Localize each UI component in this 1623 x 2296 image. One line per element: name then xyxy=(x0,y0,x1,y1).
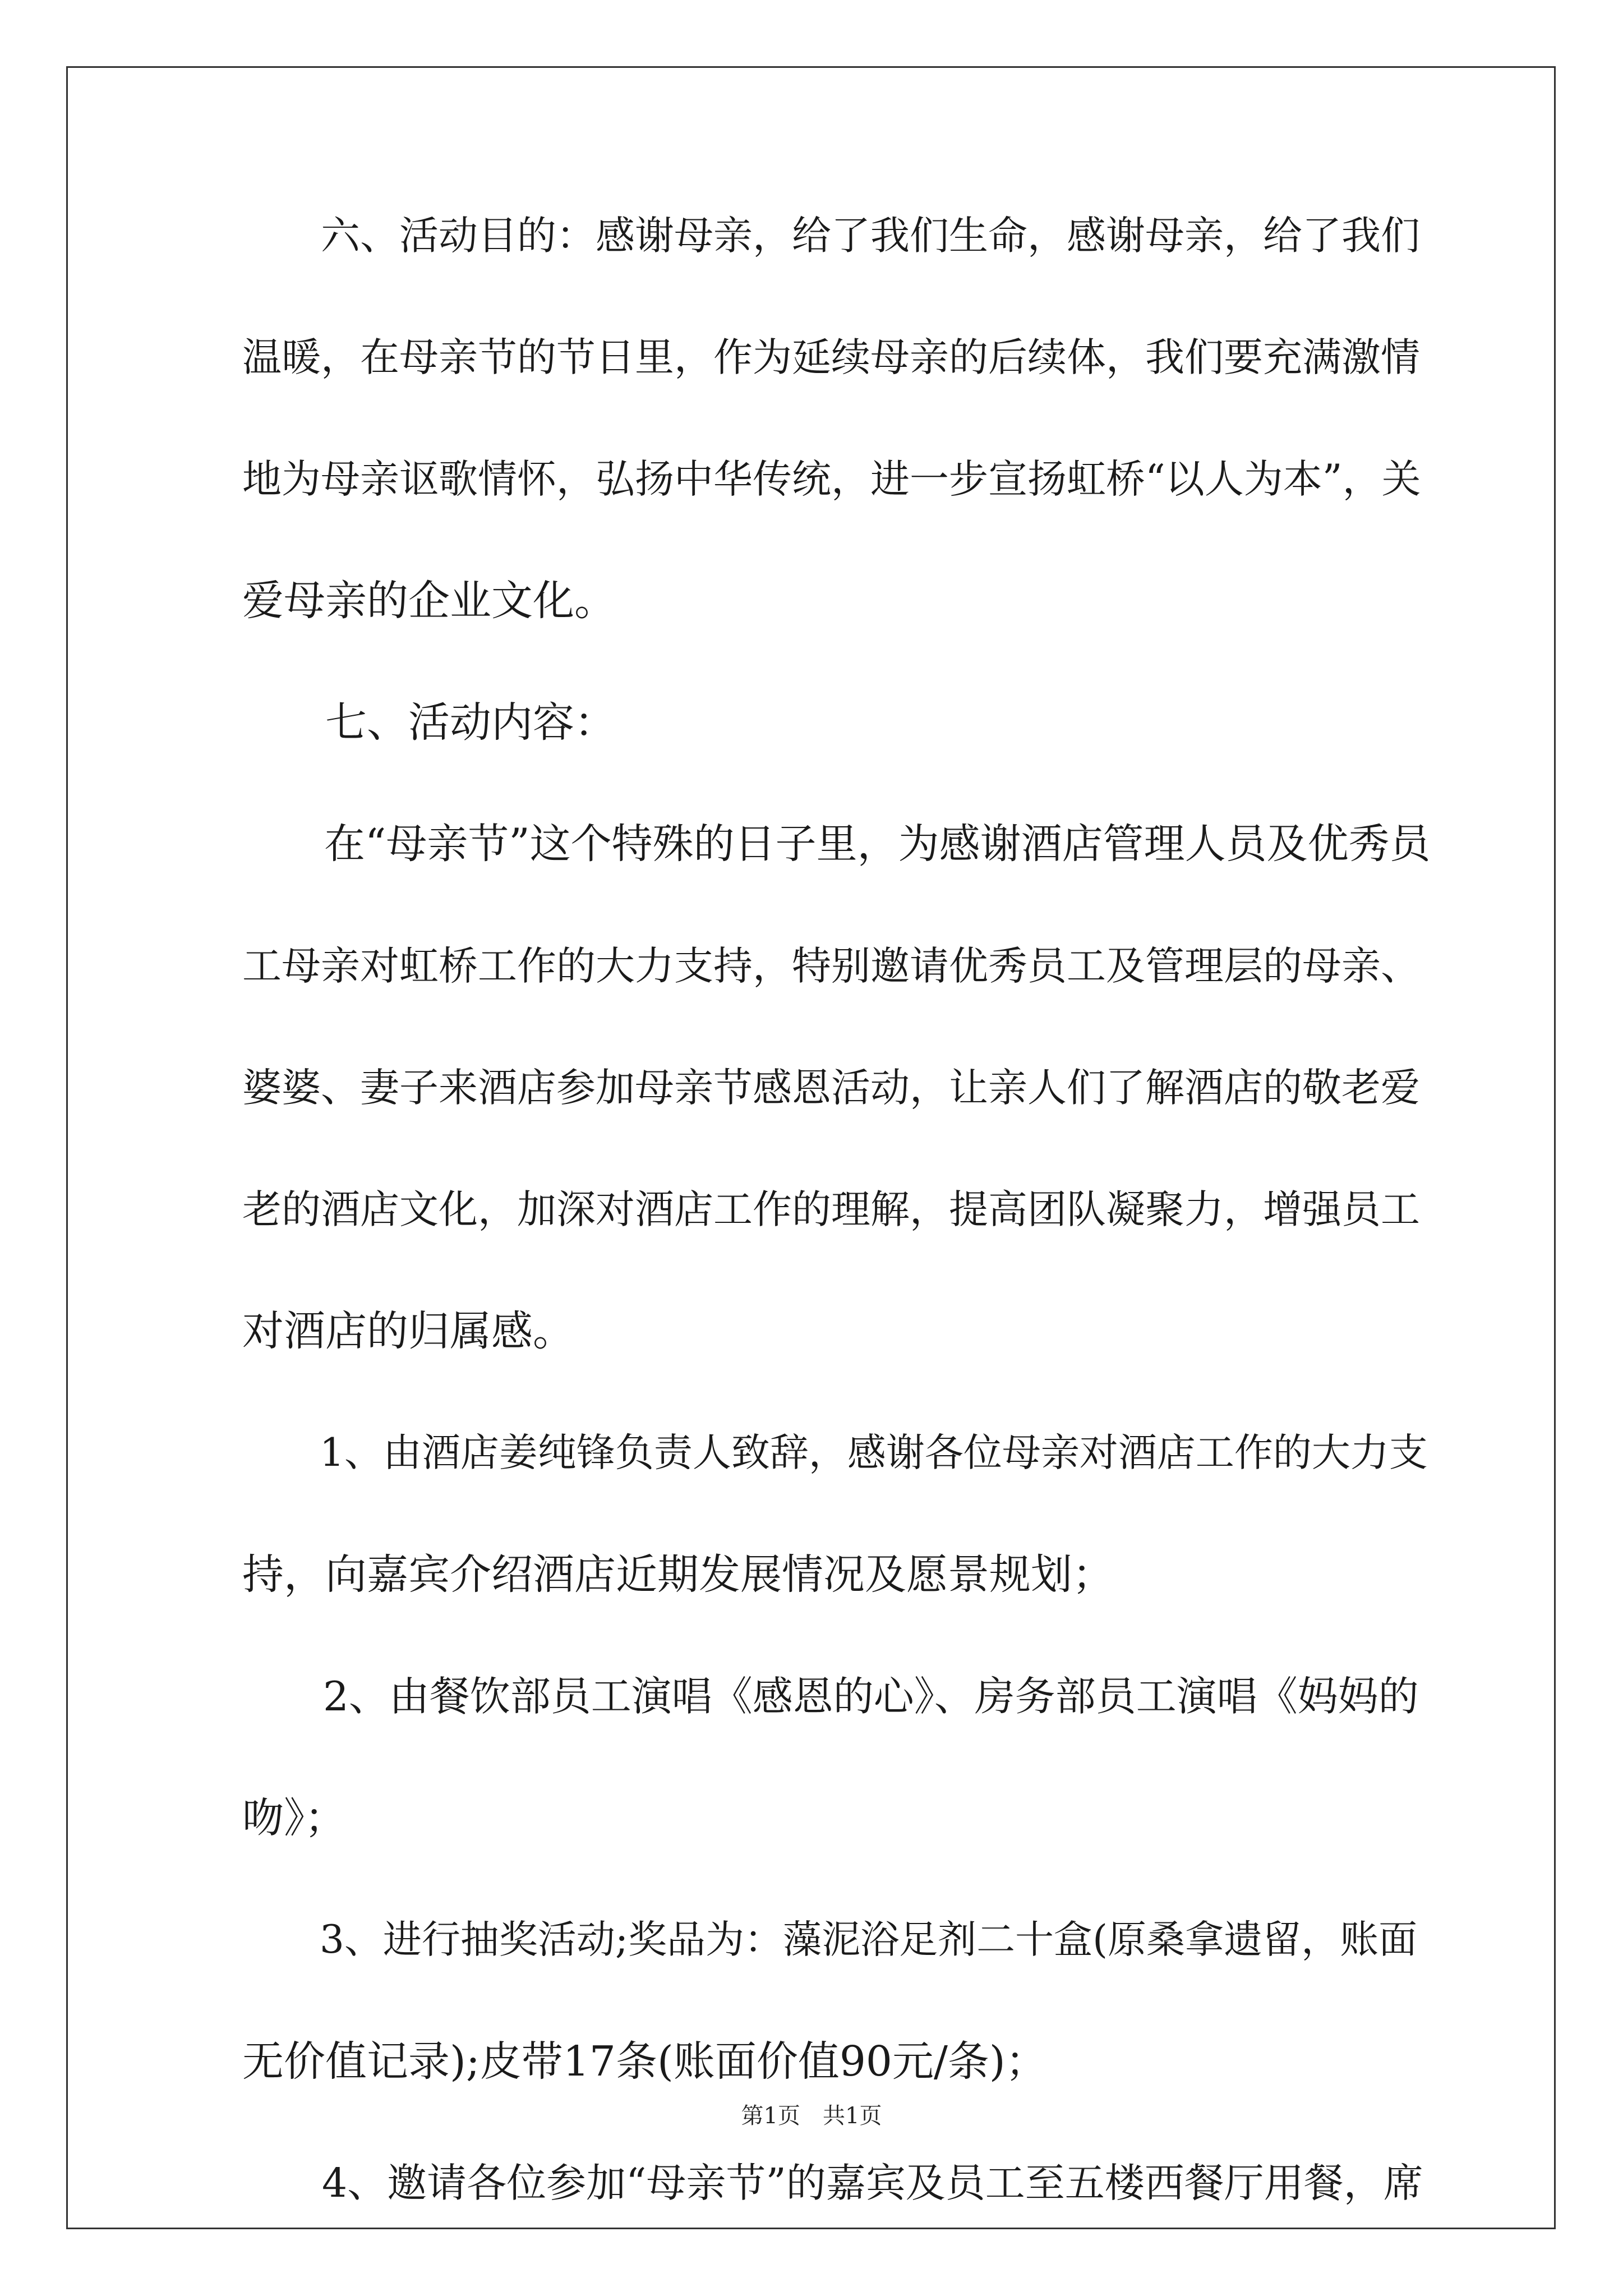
text-line: 七、活动内容： xyxy=(242,698,616,747)
text-line: 六、活动目的：感谢母亲，给了我们生命，感谢母亲，给了我们 xyxy=(242,213,1420,259)
text-line: 在“母亲节”这个特殊的日子里，为感谢酒店管理人员及优秀员 xyxy=(242,820,1431,868)
text-line: 1、由酒店姜纯锋负责人致辞，感谢各位母亲对酒店工作的大力支 xyxy=(242,1430,1428,1475)
text-line: 婆婆、妻子来酒店参加母亲节感恩活动，让亲人们了解酒店的敬老爱 xyxy=(242,1065,1420,1111)
page-border xyxy=(66,66,1556,2229)
text-line: 持，向嘉宾介绍酒店近期发展情况及愿景规划； xyxy=(242,1550,1114,1599)
text-line: 无价值记录);皮带17条(账面价值90元/条)； xyxy=(242,2037,1047,2086)
text-line: 地为母亲讴歌情怀，弘扬中华传统，进一步宣扬虹桥“以人为本”，关 xyxy=(242,456,1421,502)
text-line: 2、由餐饮部员工演唱《感恩的心》、房务部员工演唱《妈妈的 xyxy=(242,1673,1419,1720)
page-footer: 第1页 共1页 xyxy=(741,2103,882,2129)
text-line: 爱母亲的企业文化。 xyxy=(242,577,616,625)
text-line: 4、邀请各位参加“母亲节”的嘉宾及员工至五楼西餐厅用餐，席 xyxy=(242,2160,1423,2206)
text-line: 3、进行抽奖活动;奖品为：藻泥浴足剂二十盒(原桑拿遗留，账面 xyxy=(242,1917,1418,1962)
text-line: 对酒店的归属感。 xyxy=(242,1307,574,1355)
text-line: 吻》； xyxy=(242,1794,346,1842)
text-line: 工母亲对虹桥工作的大力支持，特别邀请优秀员工及管理层的母亲、 xyxy=(242,943,1420,989)
text-line: 温暖，在母亲节的节日里，作为延续母亲的后续体，我们要充满激情 xyxy=(242,334,1420,380)
text-line: 老的酒店文化，加深对酒店工作的理解，提高团队凝聚力，增强员工 xyxy=(242,1186,1420,1232)
